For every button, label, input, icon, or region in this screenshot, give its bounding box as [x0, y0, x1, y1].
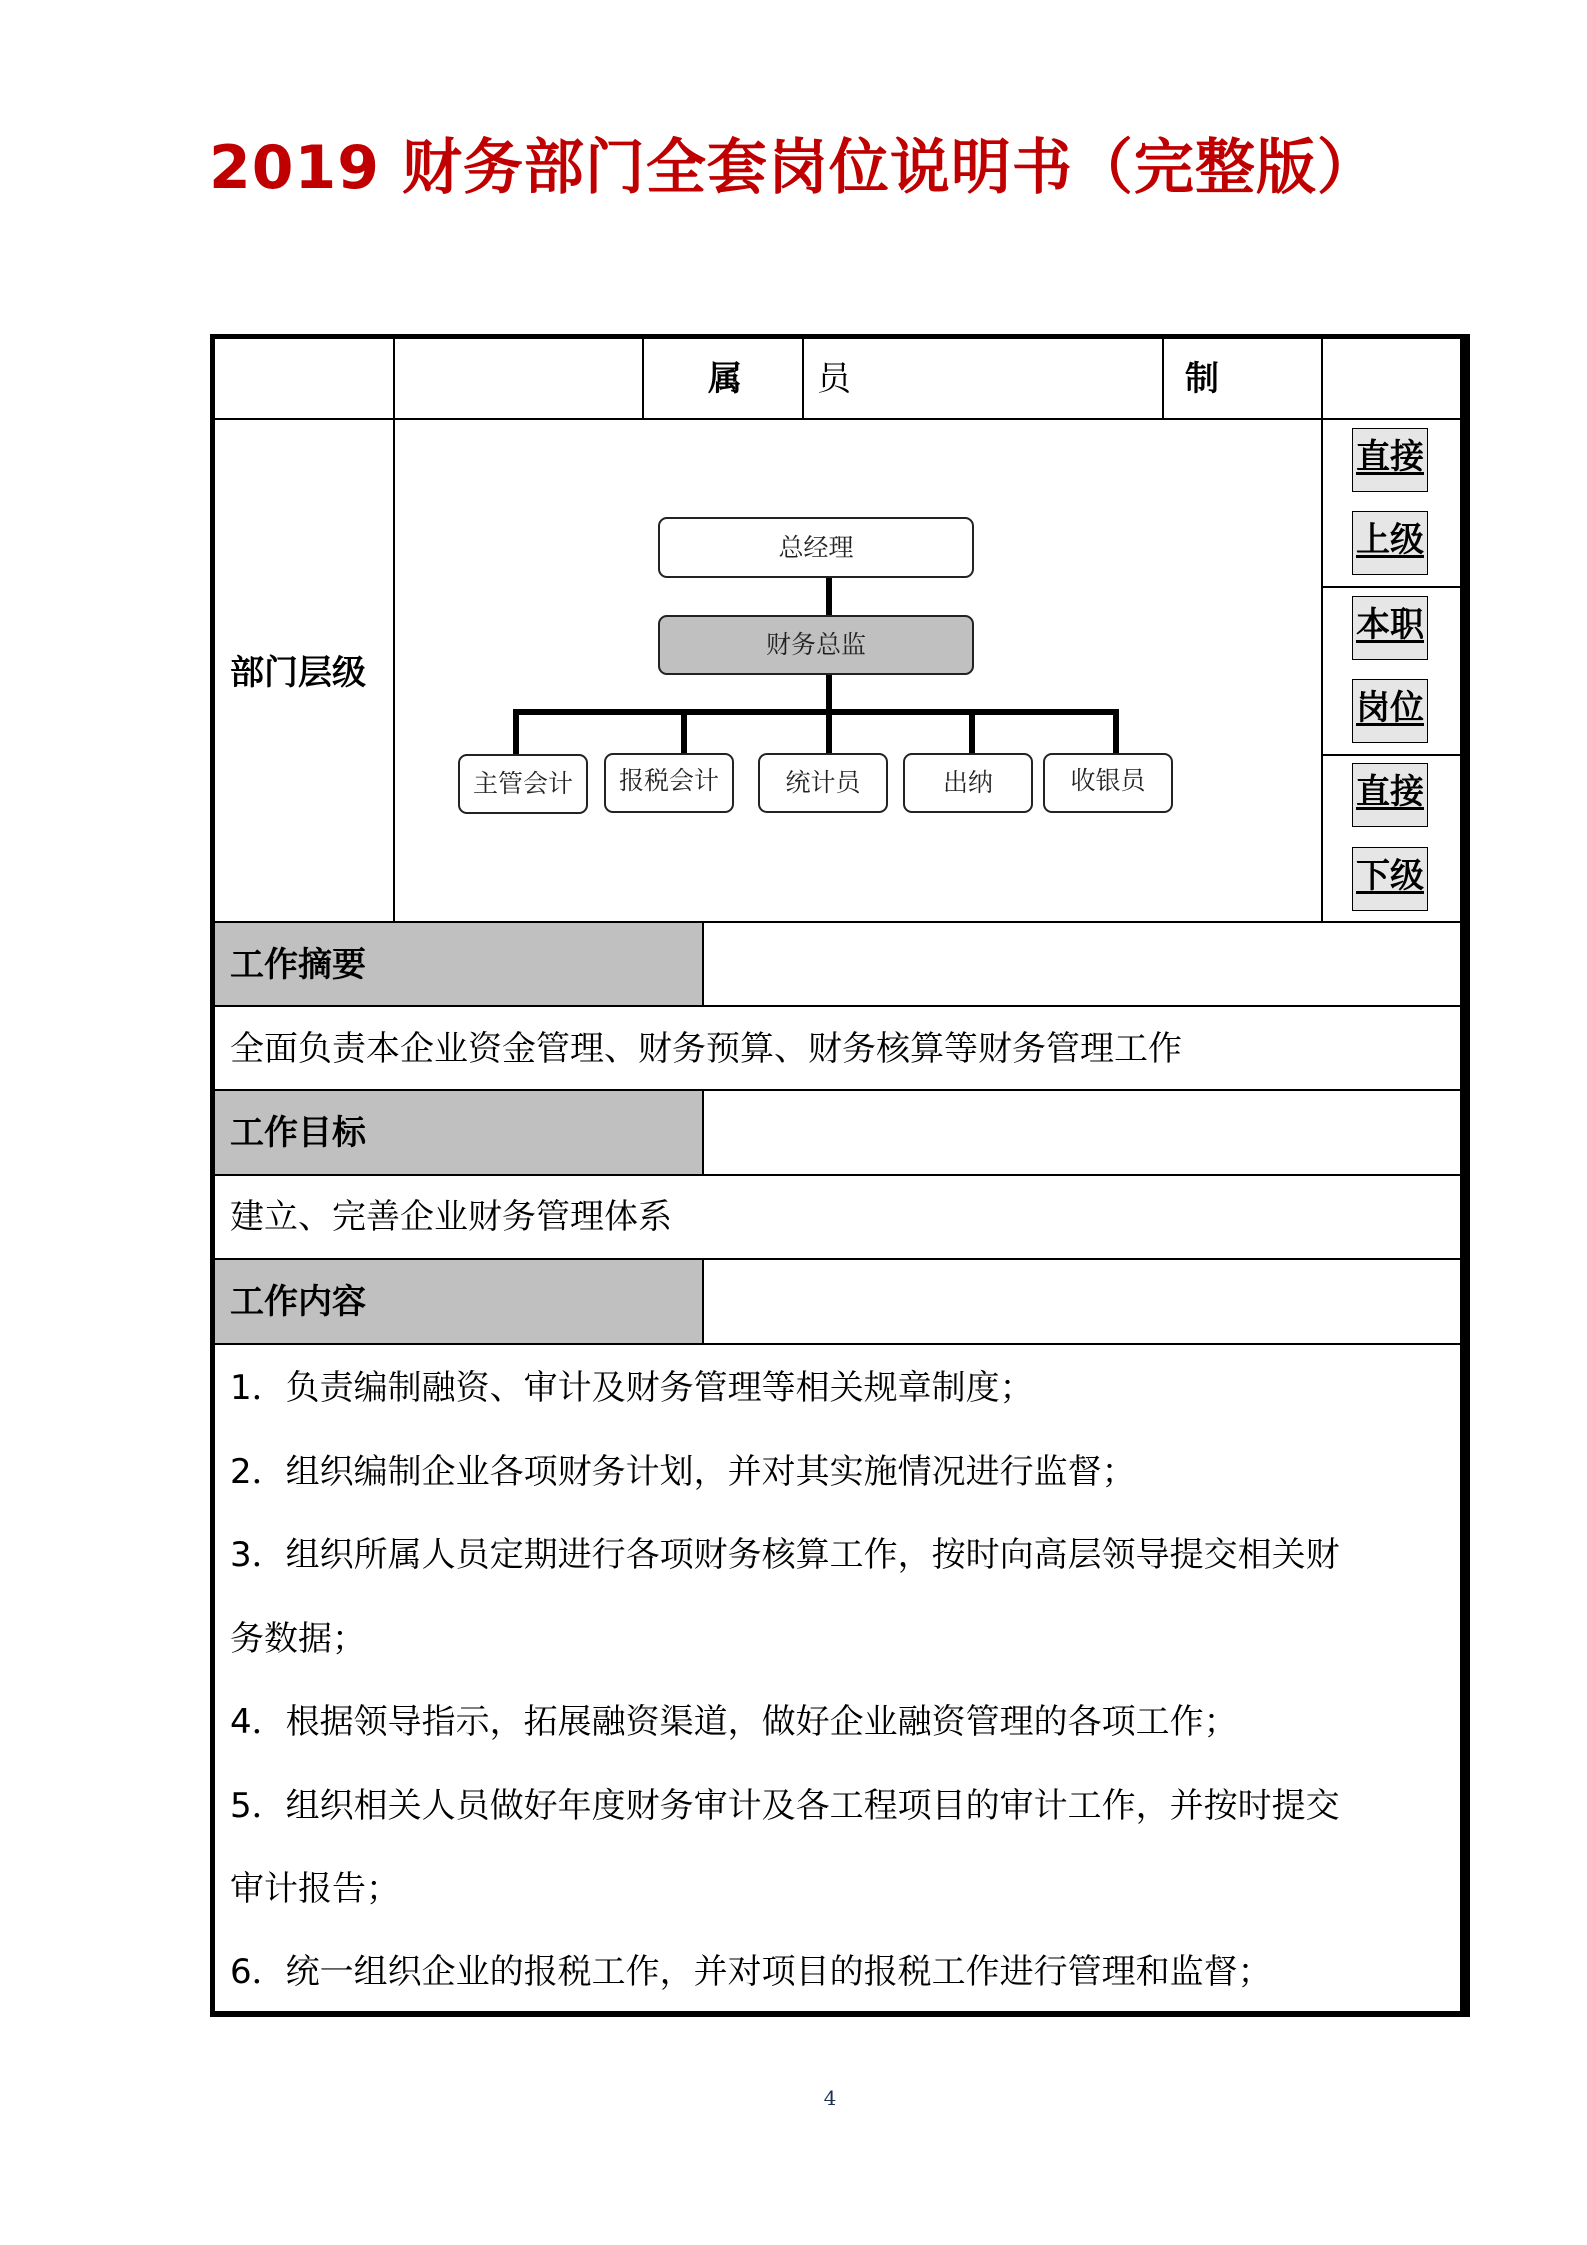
- col-divider: [1162, 339, 1164, 418]
- col-divider: [642, 339, 644, 418]
- row-divider: [1321, 754, 1460, 756]
- org-node-finance-director: 财务总监: [658, 615, 974, 675]
- work-content-line: 4．根据领导指示，拓展融资渠道，做好企业融资管理的各项工作；: [230, 1702, 1238, 1742]
- work-summary-text: 全面负责本企业资金管理、财务预算、财务核算等财务管理工作: [230, 1029, 1182, 1069]
- col-divider: [702, 923, 704, 1006]
- row-divider: [215, 1174, 1460, 1176]
- work-content-line: 务数据；: [230, 1619, 366, 1659]
- org-node-chief-accountant: 主管会计: [458, 754, 588, 814]
- row-divider: [1321, 586, 1460, 588]
- row-divider: [215, 1343, 1460, 1345]
- org-node-general-manager: 总经理: [658, 517, 974, 578]
- tag-direct-subordinate-1: 直接: [1352, 763, 1428, 827]
- org-connector: [826, 709, 832, 754]
- work-content-line: 2．组织编制企业各项财务计划，并对其实施情况进行监督；: [230, 1452, 1136, 1492]
- col-divider: [802, 339, 804, 418]
- work-goal-label: 工作目标: [230, 1113, 366, 1153]
- header-cell-zhi: 制: [1185, 359, 1219, 399]
- org-node-cashier: 出纳: [903, 753, 1033, 813]
- col-divider: [702, 1091, 704, 1174]
- header-cell-shu: 属: [708, 359, 742, 399]
- col-divider: [702, 1260, 704, 1343]
- org-connector: [826, 578, 832, 615]
- col-divider: [1321, 339, 1323, 922]
- org-connector: [1113, 709, 1119, 754]
- org-connector: [513, 709, 519, 754]
- work-content-line: 6．统一组织企业的报税工作，并对项目的报税工作进行管理和监督；: [230, 1952, 1272, 1992]
- tag-current-position-1: 本职: [1352, 596, 1428, 660]
- org-node-tax-accountant: 报税会计: [604, 753, 734, 813]
- job-description-table: [210, 334, 1470, 2017]
- department-level-label: 部门层级: [230, 653, 366, 693]
- tag-direct-subordinate-2: 下级: [1352, 847, 1428, 911]
- document-title: 2019 财务部门全套岗位说明书（完整版）: [209, 133, 1378, 203]
- work-content-line: 3．组织所属人员定期进行各项财务核算工作，按时向高层领导提交相关财: [230, 1535, 1340, 1575]
- org-node-statistician: 统计员: [758, 753, 888, 813]
- tag-direct-superior-1: 直接: [1352, 428, 1428, 492]
- page-number: 4: [823, 2086, 837, 2110]
- work-content-line: 5．组织相关人员做好年度财务审计及各工程项目的审计工作，并按时提交: [230, 1786, 1340, 1826]
- work-content-line: 审计报告；: [230, 1869, 400, 1909]
- row-divider: [215, 418, 1460, 420]
- tag-current-position-2: 岗位: [1352, 679, 1428, 743]
- col-divider: [393, 339, 395, 922]
- work-summary-label: 工作摘要: [230, 945, 366, 985]
- work-goal-text: 建立、完善企业财务管理体系: [230, 1197, 672, 1237]
- header-cell-yuan: 员: [817, 359, 851, 399]
- tag-direct-superior-2: 上级: [1352, 511, 1428, 575]
- org-connector: [681, 709, 687, 754]
- org-connector: [969, 709, 975, 754]
- org-connector: [513, 709, 1119, 715]
- org-node-teller: 收银员: [1043, 753, 1173, 813]
- row-divider: [215, 1005, 1460, 1007]
- work-content-label: 工作内容: [230, 1282, 366, 1322]
- work-content-line: 1．负责编制融资、审计及财务管理等相关规章制度；: [230, 1368, 1034, 1408]
